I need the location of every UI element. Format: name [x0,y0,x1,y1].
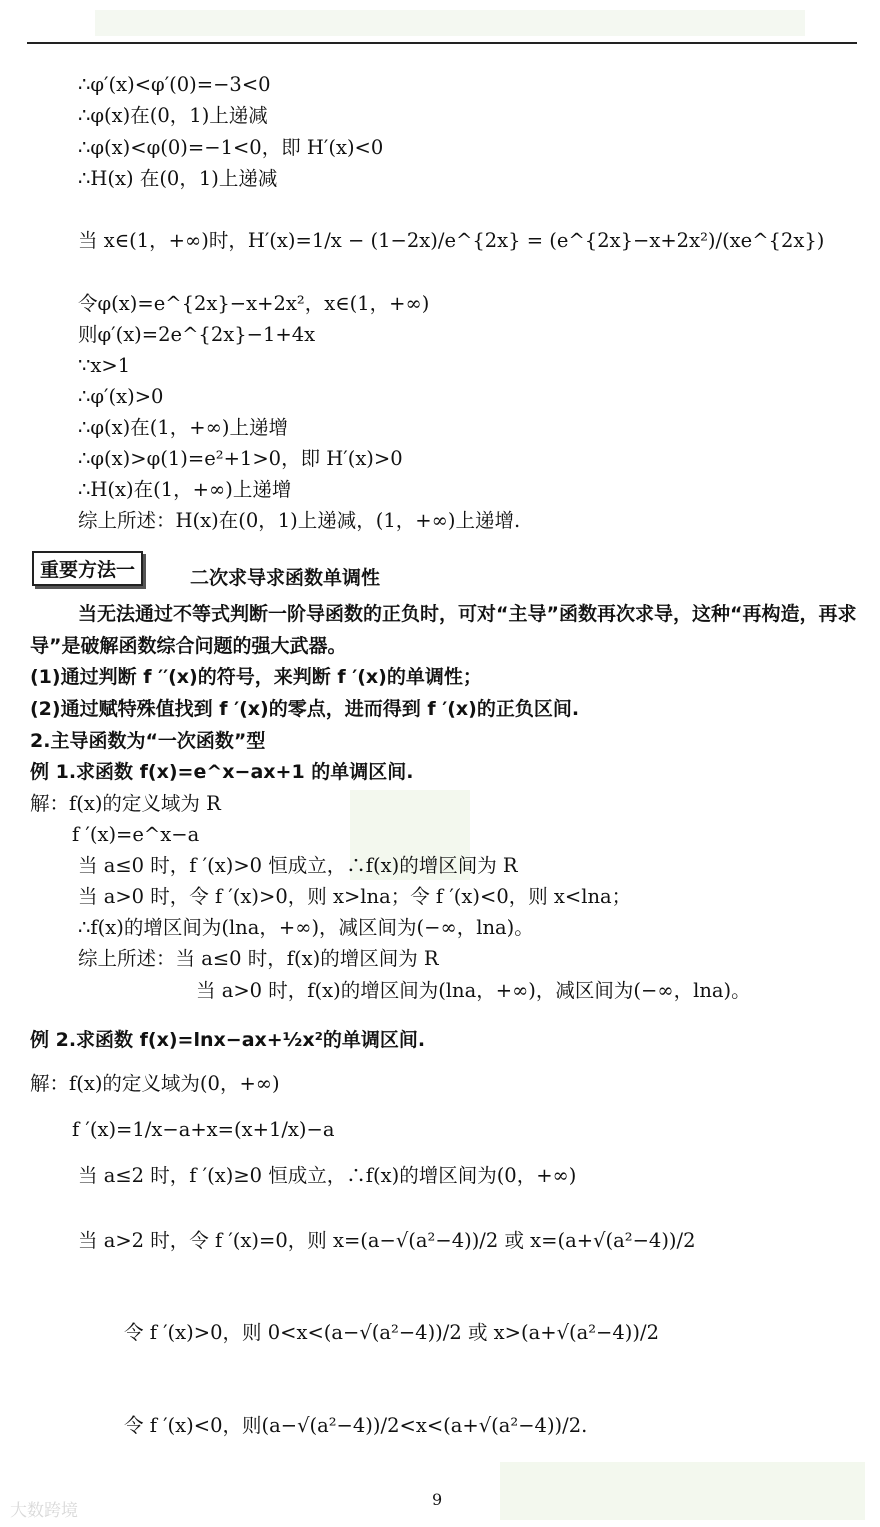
text-line: 当 a≤0 时，f ′(x)>0 恒成立，∴f(x)的增区间为 R [78,854,518,877]
example-2-title: 例 2.求函数 f(x)=lnx−ax+½x²的单调区间. [30,1029,426,1051]
text-line: f ′(x)=e^x−a [72,823,200,846]
formula-line: 当 x∈(1，+∞)时，H′(x)=1/x − (1−2x)/e^{2x} = (e^{2x}−x+2x²)/(xe^{2x}) [78,229,825,252]
method-title: 二次求导求函数单调性 [190,567,381,589]
text-line: ∴H(x)在(1，+∞)上递增 [78,478,292,501]
text-line: ∴H(x) 在(0，1)上递减 [78,167,278,190]
method-box: 重要方法一 [32,551,143,586]
text-line: 当 a>0 时，令 f ′(x)>0，则 x>lna；令 f ′(x)<0，则 x<lna； [78,885,632,908]
point-2: (2)通过赋特殊值找到 f ′(x)的零点，进而得到 f ′(x)的正负区间. [30,698,580,720]
formula-line: 当 a>2 时，令 f ′(x)=0，则 x=(a−√(a²−4))/2 或 x=(a+√(a²−4))/2 [78,1229,696,1252]
formula-line: f ′(x)=1/x−a+x=(x+1/x)−a [72,1118,335,1141]
text-line: ∴φ(x)在(1，+∞)上递增 [78,416,288,439]
text-line: 则φ′(x)=2e^{2x}−1+4x [78,323,316,346]
section-heading: 2.主导函数为“一次函数”型 [30,730,266,752]
text-line: ∴φ(x)在(0，1)上递减 [78,104,268,127]
text-line: 令φ(x)=e^{2x}−x+2x²，x∈(1，+∞) [78,292,430,315]
header-band [95,10,805,36]
watermark: 大数跨境 [10,1501,78,1521]
text-line: ∴φ′(x)>0 [78,385,164,408]
formula-line: 令 f ′(x)>0，则 0<x<(a−√(a²−4))/2 或 x>(a+√(a²−4))/2 [124,1321,659,1344]
intro-paragraph: 当无法通过不等式判断一阶导函数的正负时，可对“主导”函数再次求导，这种“再构造，再求导”是破解函数综合问题的强大武器。 [30,603,857,657]
text-line: ∴f(x)的增区间为(lna，+∞)，减区间为(−∞，lna)。 [78,916,534,939]
faint-mark [500,1462,865,1520]
page-number: 9 [432,1490,443,1509]
text-line: ∴φ(x)>φ(1)=e²+1>0，即 H′(x)>0 [78,447,403,470]
text-line: ∴φ′(x)<φ′(0)=−3<0 [78,73,271,96]
text-line: 解：f(x)的定义域为 R [30,792,221,815]
text-line: 当 a≤2 时，f ′(x)≥0 恒成立，∴f(x)的增区间为(0，+∞) [78,1164,577,1187]
text-line: ∴φ(x)<φ(0)=−1<0，即 H′(x)<0 [78,136,384,159]
header-rule [27,42,857,44]
text-line: 当 a>0 时，f(x)的增区间为(lna，+∞)，减区间为(−∞，lna)。 [196,979,751,1002]
text-line: 解：f(x)的定义域为(0，+∞) [30,1072,280,1095]
formula-line: 令 f ′(x)<0，则(a−√(a²−4))/2<x<(a+√(a²−4))/2. [124,1414,588,1437]
text-line: 综上所述：当 a≤0 时，f(x)的增区间为 R [78,947,439,970]
text-line: 综上所述：H(x)在(0，1)上递减，(1，+∞)上递增. [78,509,521,532]
text-line: ∵x>1 [78,354,131,377]
point-1: (1)通过判断 f ′′(x)的符号，来判断 f ′(x)的单调性； [30,666,482,688]
example-1-title: 例 1.求函数 f(x)=e^x−ax+1 的单调区间. [30,761,414,783]
